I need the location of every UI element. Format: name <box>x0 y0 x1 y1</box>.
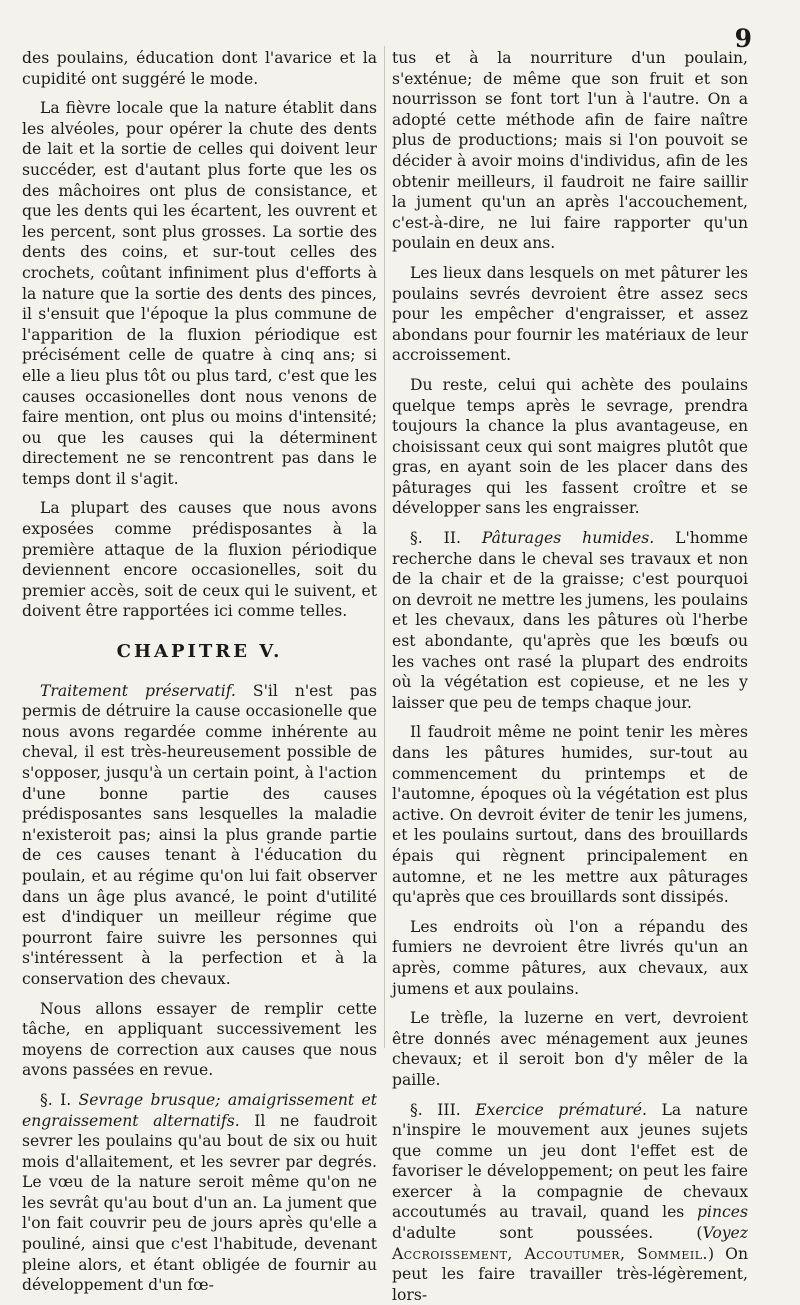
cross-references: Accroissement, Accoutumer, Sommeil. <box>392 1245 708 1263</box>
paragraph-sevrage <box>22 1090 377 1296</box>
paragraph-sevrage-text: Il ne faudroit sevrer les poulains qu'au bout de six ou huit mois d'allaitement, et les sevrer par degrés. Le vœu de la nature seroit même qu'on ne les sevrât qu'au bout d'un an. La jument que l'on fait couvrir peu de jours après qu'elle a pouliné, ainsi que c'est l'habitude, devenant pleine alors, et étant obligée de fournir au développement d'un fœ- <box>22 1112 377 1295</box>
section-title-sevrage: Sevrage brusque; amaigrissement et engraissement alternatifs. <box>22 1091 377 1130</box>
paragraph-exercice <box>392 1100 748 1305</box>
paragraph-achat: Du reste, celui qui achète des poulains quelque temps après le sevrage, prendra toujours la chance la plus avantageuse, en choisissant ceux qui sont maigres plutôt que gras, en ayant soin de les placer dans des pâturages qui les fassent croître et se développer sans les engraisser. <box>392 375 748 519</box>
term-pinces: pinces <box>697 1203 748 1221</box>
page-number: 9 <box>735 24 752 53</box>
paragraph-traitement-text: S'il n'est pas permis de détruire la cause occasionelle que nous avons regardée comme inhérente au cheval, il est très-heureusement possible de s'opposer, jusqu'à un certain point, à l'action d'une bonne partie des causes prédisposantes sans lesquelles la maladie n'existeroit pas; ainsi la plus grande partie de ces causes tenant à l'éducation du poulain, et au régime qu'on lui fait observer dans un âge plus avancé, le point d'utilité est d'indiquer un meilleur régime que pourront faire suivre les personnes qui s'intéressent à la perfection et à la conservation des chevaux. <box>22 682 377 988</box>
section-title-exercice: Exercice prématuré. <box>461 1101 647 1119</box>
paragraph-trefle: Le trèfle, la luzerne en vert, devroient être donnés avec ménagement aux jeunes chevaux; et il seroit bon d'y mêler de la paille. <box>392 1008 748 1090</box>
paragraph-foetus: tus et à la nourriture d'un poulain, s'exténue; de même que son fruit et son nourrisson se font tort l'un à l'autre. On a adopté cette méthode afin de faire naître plus de productions; mais si l'on pouvoit se décider à avoir moins d'individus, afin de les obtenir meilleurs, il faudroit ne faire saillir la jument qu'un an après l'accouchement, c'est-à-dire, ne lui faire rapporter qu'un poulain en deux ans. <box>392 48 748 254</box>
paragraph-meres: Il faudroit même ne point tenir les mères dans les pâtures humides, sur-tout au commencement du printemps et de l'automne, époques où la végétation est plus active. On devroit éviter de tenir les jumens, et les poulains surtout, dans des brouillards épais qui règnent principalement en automne, et ne les mettre aux pâturages qu'après que ces brouillards sont dissipés. <box>392 722 748 907</box>
paragraph-traitement <box>22 681 377 990</box>
chapter-heading: CHAPITRE V. <box>22 642 377 663</box>
section-title-traitement: Traitement préservatif. <box>40 682 236 700</box>
paragraph-fievre-locale: La fièvre locale que la nature établit dans les alvéoles, pour opérer la chute des dents de lait et la sortie de celles qui doivent leur succéder, est d'autant plus forte que les os des mâchoires ont plus de consistance, et que les dents qui les écartent, les ouvrent et les percent, sont plus grosses. La sortie des dents des coins, et sur-tout celles des crochets, coûtant infiniment plus d'efforts à la nature que la sortie des dents des pinces, il s'ensuit que l'époque la plus commune de l'apparition de la fluxion périodique est précisément celle de quatre à cinq ans; si elle a lieu plus tôt ou plus tard, c'est que les causes occasionelles dont nous venons de faire mention, ont plus ou moins d'intensité; ou que les causes qui la déterminent directement ne se rencontrent pas dans le temps dont il s'agit. <box>22 98 377 489</box>
paragraph-paturages-text: L'homme recherche dans le cheval ses travaux et non de la chair et de la graisse; c'est pourquoi on devroit ne mettre les jumens, les poulains et les chevaux, dans les pâtures où l'herbe est abondante, qu'après que les bœufs ou les vaches ont rasé la plupart des endroits où la végétation est copieuse, et ne les y laisser que peu de temps chaque jour. <box>392 529 748 712</box>
section-number-1: §. I. <box>40 1091 71 1109</box>
paragraph-exercice-text-3: ) On peut les faire travailler très-légèrement, lors- <box>392 1245 748 1304</box>
paragraph-lieux: Les lieux dans lesquels on met pâturer les poulains sevrés devroient être assez secs pour les empêcher d'engraisser, et assez abondans pour fournir les matériaux de leur accroissement. <box>392 263 748 366</box>
paragraph-continuation: des poulains, éducation dont l'avarice et la cupidité ont suggéré le mode. <box>22 48 377 89</box>
voyez-label: Voyez <box>703 1224 748 1242</box>
paragraph-tache: Nous allons essayer de remplir cette tâche, en appliquant successivement les moyens de correction aux causes que nous avons passées en revue. <box>22 999 377 1081</box>
paragraph-causes: La plupart des causes que nous avons exposées comme prédisposantes à la première attaque de la fluxion périodique deviennent encore occasionelles, soit du premier accès, soit de ceux qui le suivent, et doivent être rapportées ici comme telles. <box>22 498 377 622</box>
paragraph-exercice-text: La nature n'inspire le mouvement aux jeunes sujets que comme un jeu dont l'effet est de favoriser le développement; on peut les faire exercer à la compagnie de chevaux accoutumés au travail, quand les <box>392 1101 748 1222</box>
right-column <box>392 48 748 1058</box>
paragraph-exercice-text-2: d'adulte sont poussées. ( <box>392 1224 703 1242</box>
section-title-paturages: Pâturages humides. <box>461 529 654 547</box>
paragraph-fumiers: Les endroits où l'on a répandu des fumiers ne devroient être livrés qu'un an après, comme pâtures, aux chevaux, aux jumens et aux poulains. <box>392 917 748 999</box>
section-number-3: §. III. <box>410 1101 461 1119</box>
column-divider <box>384 46 385 1048</box>
paragraph-paturages <box>392 528 748 713</box>
left-column <box>22 48 377 1058</box>
section-number-2: §. II. <box>410 529 461 547</box>
